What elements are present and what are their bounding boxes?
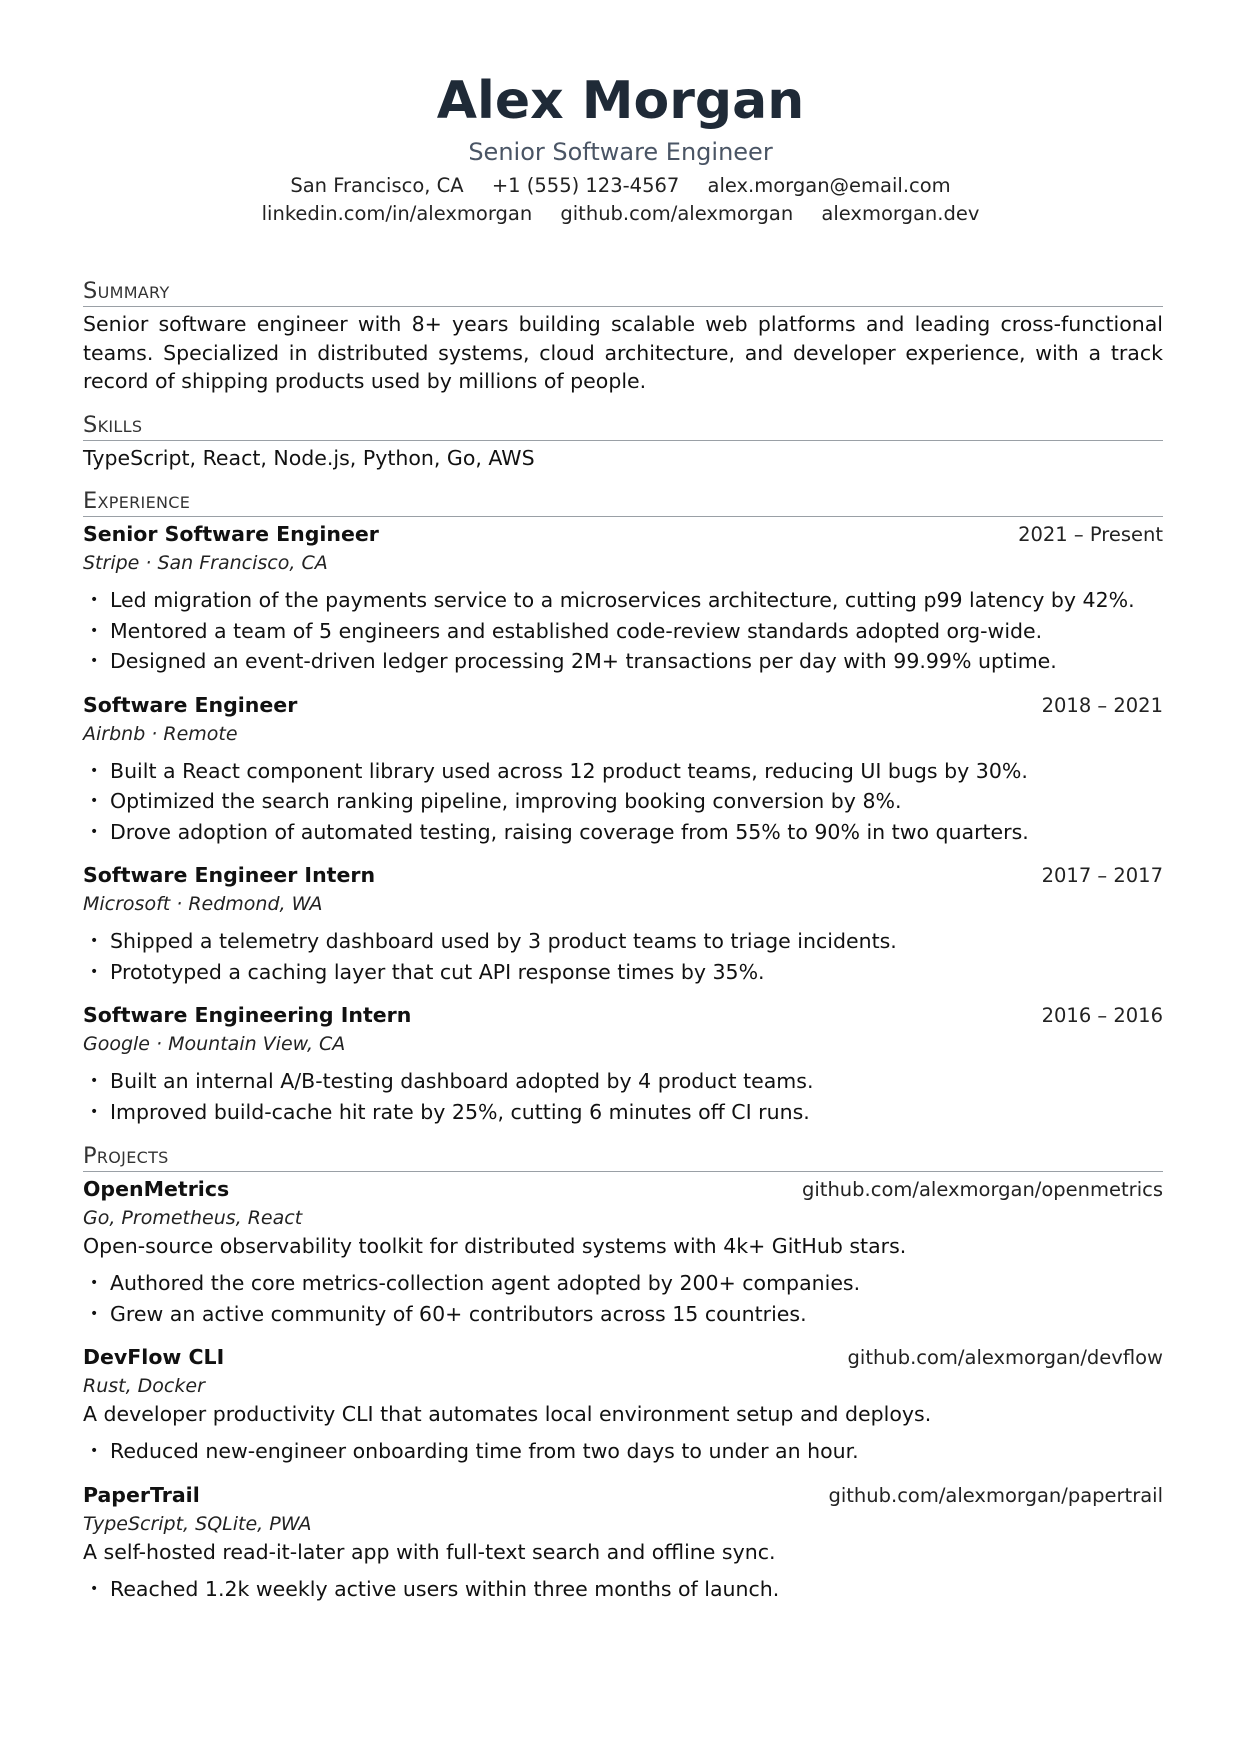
project-title: OpenMetrics: [83, 1177, 230, 1201]
bullet-item: • Built an internal A/B-testing dashboard adopted by 4 product teams.: [83, 1066, 1163, 1097]
job-company: Airbnb · Remote: [83, 722, 238, 745]
project-description: A developer productivity CLI that automates local environment setup and deploys.: [83, 1402, 932, 1426]
bullet-item: • Led migration of the payments service to a microservices architecture, cutting p99 latency by 42%.: [83, 585, 1163, 616]
contact-info: [141, 172, 1101, 228]
bullet-item: • Mentored a team of 5 engineers and established code-review standards adopted org-wide.: [83, 616, 1163, 647]
job-title: Software Engineer Intern: [83, 863, 376, 887]
job-title: Software Engineering Intern: [83, 1003, 412, 1027]
contact-email[interactable]: alex.morgan@email.com: [707, 174, 951, 197]
job-company: Stripe · San Francisco, CA: [83, 552, 328, 574]
job-bullets: [83, 1066, 1163, 1127]
summary-text: Senior software engineer with 8+ years building scalable web platforms and leading cross-functional teams. Specialized in distributed systems, cloud architecture, and developer experience, with a track record of shipping products used by millions of people.: [83, 312, 1163, 393]
job-dates: 2018 – 2021: [1041, 693, 1163, 717]
bullet-item: • Designed an event-driven ledger processing 2M+ transactions per day with 99.99% uptime.: [83, 646, 1163, 677]
experience-entry: [83, 1001, 1163, 1127]
projects-section: [83, 1141, 1163, 1604]
contact-linkedin[interactable]: linkedin.com/in/alexmorgan: [261, 202, 533, 225]
summary-section: [83, 276, 1163, 396]
project-link[interactable]: github.com/alexmorgan/openmetrics: [802, 1178, 1163, 1201]
job-bullets: [83, 926, 1163, 987]
project-bullets: [83, 1268, 1163, 1329]
projects-heading: Projects: [83, 1141, 1163, 1172]
resume-body: [83, 276, 1163, 1618]
job-title: Software Engineer: [83, 692, 298, 717]
job-dates: 2017 – 2017: [1041, 864, 1163, 887]
contact-website[interactable]: alexmorgan.dev: [821, 202, 980, 225]
job-company: Google · Mountain View, CA: [83, 1033, 346, 1055]
skills-heading: Skills: [83, 410, 1163, 441]
job-company: Microsoft · Redmond, WA: [83, 893, 323, 915]
project-bullets: [83, 1574, 1163, 1605]
bullet-item: • Authored the core metrics-collection agent adopted by 200+ companies.: [83, 1268, 1163, 1299]
job-dates: 2021 – Present: [1018, 523, 1163, 546]
bullet-item: • Built a React component library used across 12 product teams, reducing UI bugs by 30%.: [83, 756, 1163, 787]
experience-heading: Experience: [83, 486, 1163, 517]
project-tech: TypeScript, SQLite, PWA: [83, 1512, 312, 1535]
resume-header: [0, 70, 1241, 228]
job-title: Senior Software Engineer: [83, 522, 379, 546]
entry-header: [83, 861, 1163, 890]
project-link[interactable]: github.com/alexmorgan/papertrail: [828, 1483, 1163, 1507]
skills-text: TypeScript, React, Node.js, Python, Go, AWS: [83, 445, 535, 470]
job-bullets: [83, 756, 1163, 848]
entry-header: [83, 520, 1163, 549]
bullet-item: • Shipped a telemetry dashboard used by 3 product teams to triage incidents.: [83, 926, 1163, 957]
contact-phone: +1 (555) 123-4567: [491, 174, 680, 197]
bullet-item: • Optimized the search ranking pipeline, improving booking conversion by 8%.: [83, 786, 1163, 817]
experience-section: [83, 486, 1163, 1127]
bullet-item: • Prototyped a caching layer that cut API response times by 35%.: [83, 957, 1163, 988]
experience-entry: [83, 691, 1163, 848]
project-title: PaperTrail: [83, 1482, 200, 1507]
bullet-item: • Drove adoption of automated testing, raising coverage from 55% to 90% in two quarters.: [83, 817, 1163, 848]
candidate-name: Alex Morgan: [436, 71, 805, 131]
candidate-title: Senior Software Engineer: [468, 138, 773, 166]
contact-location: San Francisco, CA: [290, 174, 464, 197]
contact-github[interactable]: github.com/alexmorgan: [560, 202, 794, 225]
project-tech: Go, Prometheus, React: [83, 1207, 303, 1229]
project-link[interactable]: github.com/alexmorgan/devflow: [847, 1346, 1163, 1369]
entry-header: [83, 1001, 1163, 1030]
bullet-item: • Improved build-cache hit rate by 25%, cutting 6 minutes off CI runs.: [83, 1097, 1163, 1128]
project-description: Open-source observability toolkit for distributed systems with 4k+ GitHub stars.: [83, 1234, 907, 1258]
project-entry: [83, 1343, 1163, 1467]
bullet-item: • Reduced new-engineer onboarding time from two days to under an hour.: [83, 1436, 1163, 1467]
project-description: A self-hosted read-it-later app with full-text search and offline sync.: [83, 1539, 776, 1564]
entry-header: [83, 691, 1163, 720]
bullet-item: • Reached 1.2k weekly active users within three months of launch.: [83, 1574, 1163, 1605]
entry-header: [83, 1175, 1163, 1204]
summary-heading: Summary: [83, 276, 1163, 307]
skills-section: [83, 410, 1163, 473]
bullet-item: • Grew an active community of 60+ contributors across 15 countries.: [83, 1299, 1163, 1330]
entry-header: [83, 1343, 1163, 1372]
experience-entry: [83, 520, 1163, 677]
experience-entry: [83, 861, 1163, 987]
job-bullets: [83, 585, 1163, 677]
project-entry: [83, 1481, 1163, 1605]
project-bullets: [83, 1436, 1163, 1467]
project-title: DevFlow CLI: [83, 1345, 225, 1369]
job-dates: 2016 – 2016: [1041, 1004, 1163, 1027]
project-tech: Rust, Docker: [83, 1375, 205, 1397]
entry-header: [83, 1481, 1163, 1510]
project-entry: [83, 1175, 1163, 1329]
